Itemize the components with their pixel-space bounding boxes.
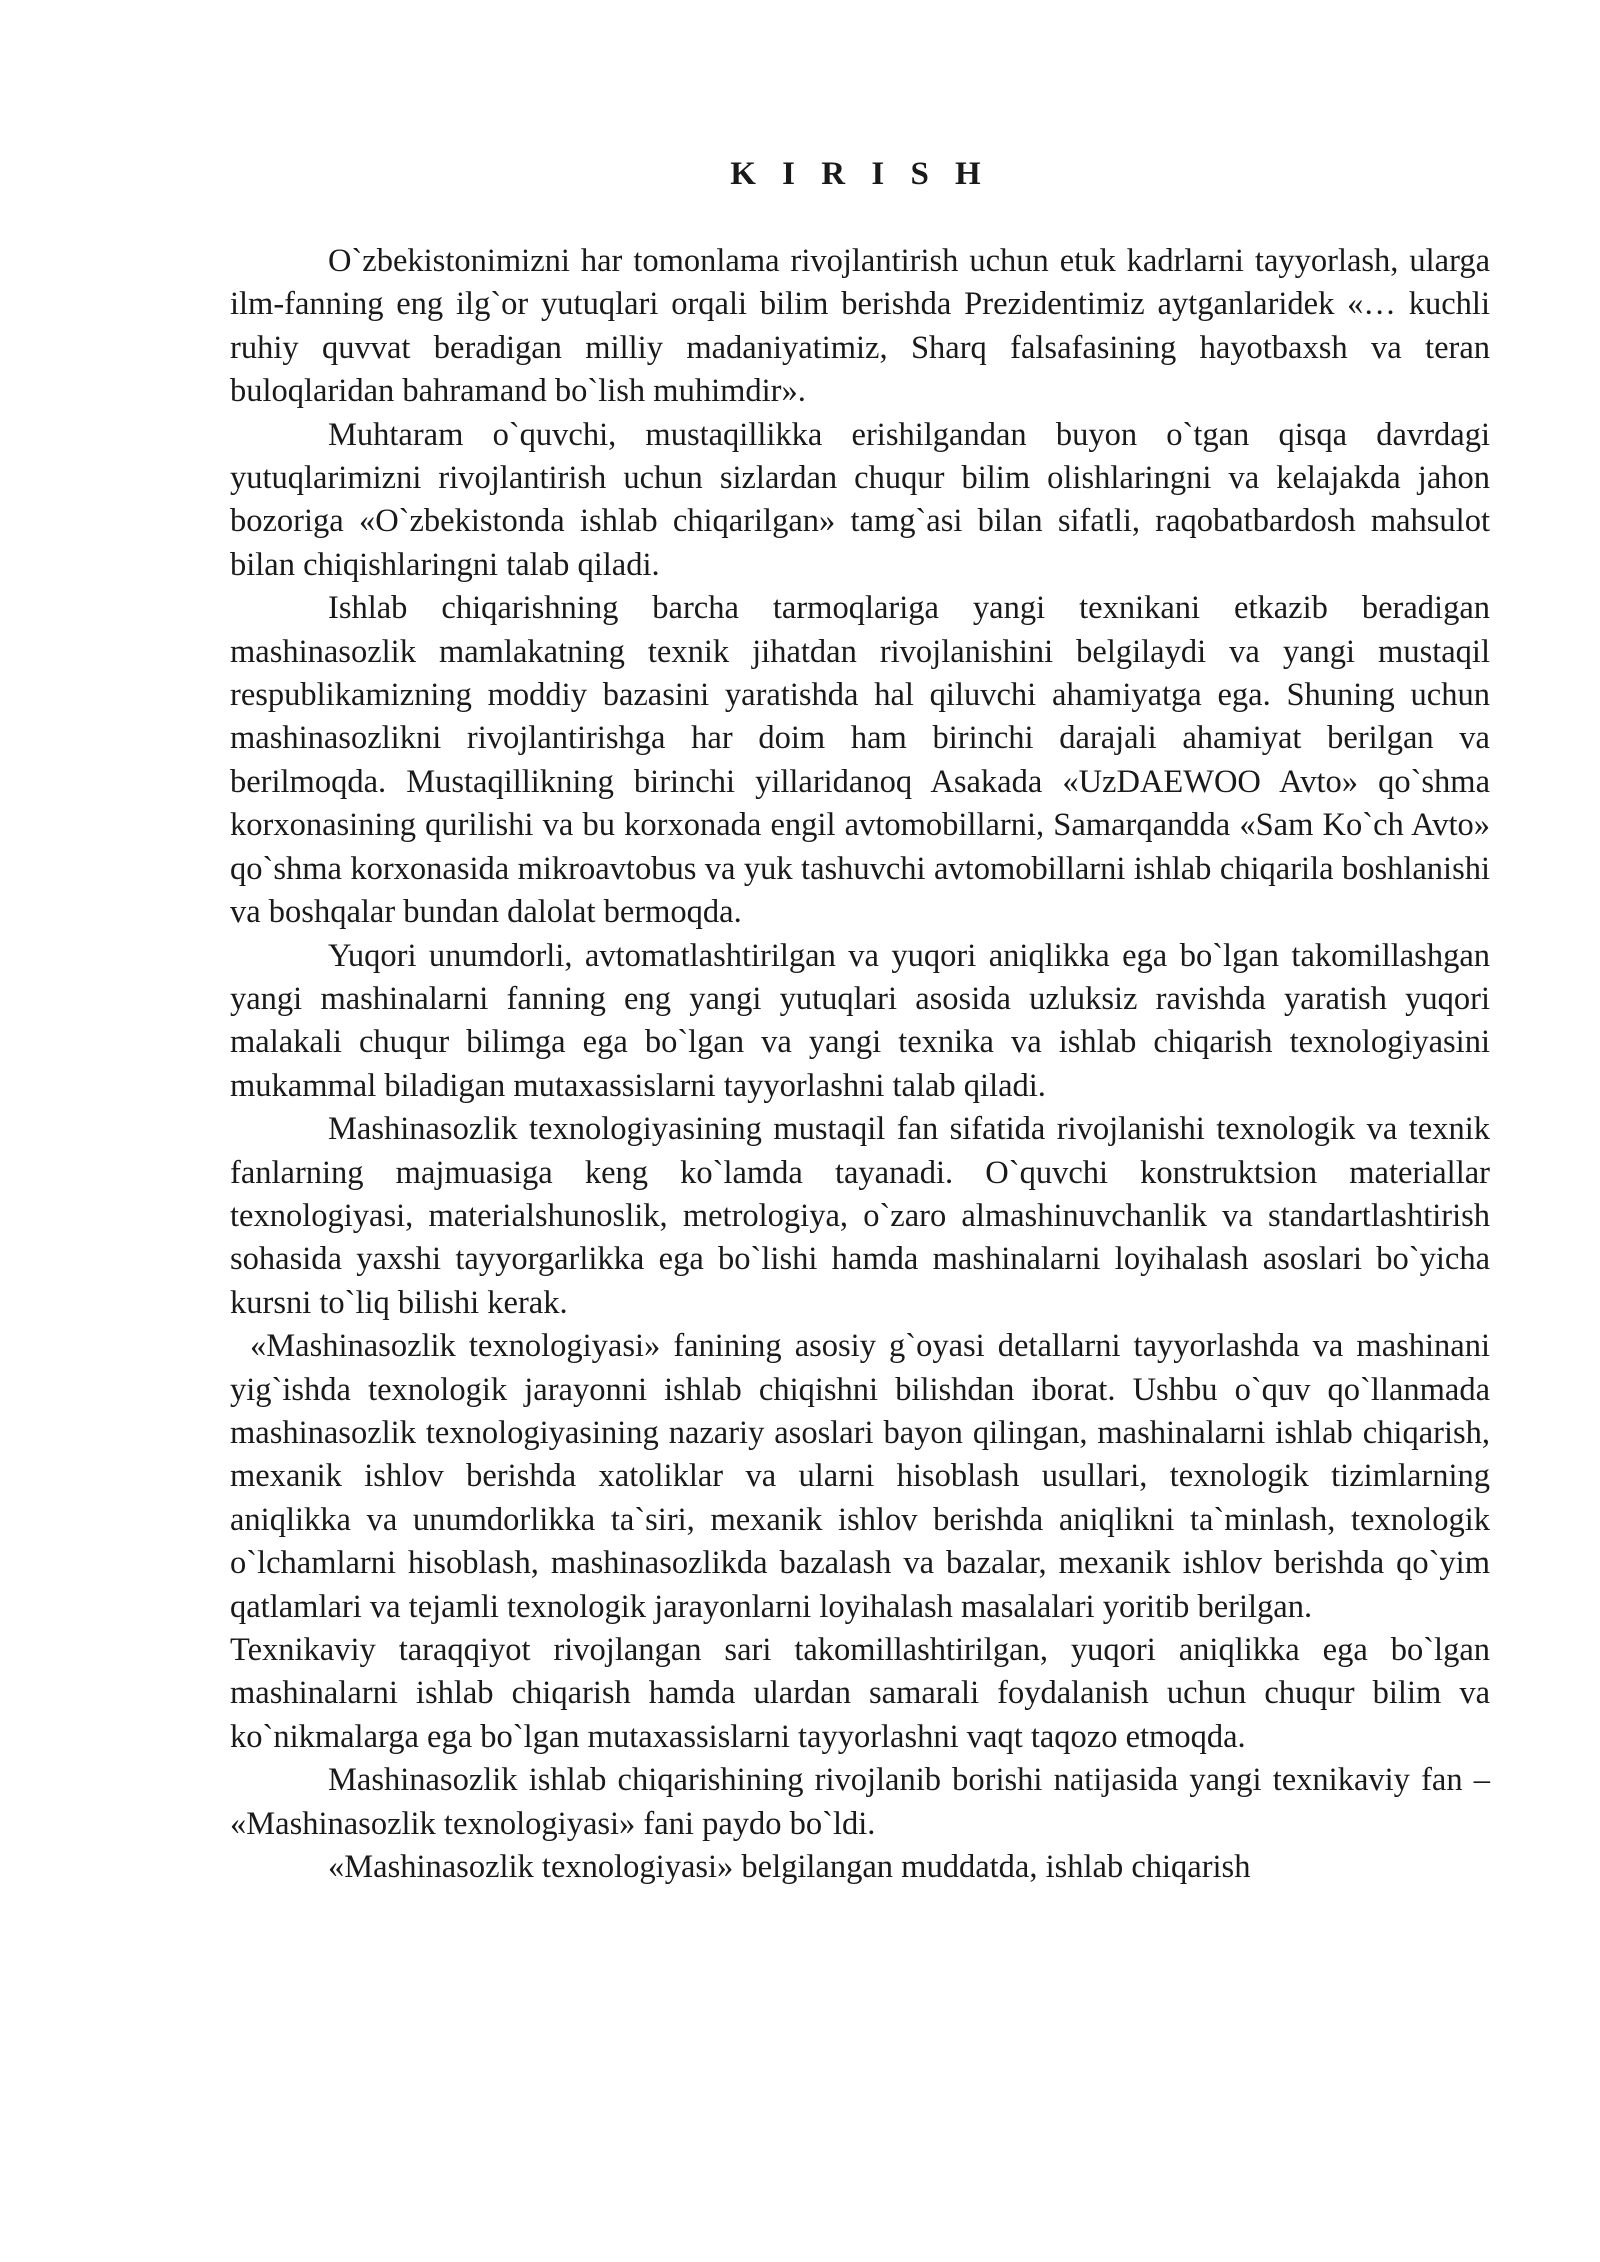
paragraph-1: O`zbekistonimizni har tomonlama rivojlantirish uchun etuk kadrlarni tayyorlash, ularga ilm-fanning eng ilg`or yutuqlari orqali bilim berishda Prezidentimiz aytganlaridek «… kuchli ruhiy quvvat beradigan milliy madaniyatimiz, Sharq falsafasining hayotbaxsh va teran buloqlaridan bahramand bo`lish muhimdir». <box>230 243 1490 410</box>
document-body <box>230 240 1490 1889</box>
paragraph-7: Texnikaviy taraqqiyot rivojlangan sari takomillashtirilgan, yuqori aniqlikka ega bo`lgan mashinalarni ishlab chiqarish hamda ulardan samarali foydalanish uchun chuqur bilim va ko`nikmalarga ega bo`lgan mutaxassislarni tayyorlashni vaqt taqozo etmoqda. <box>230 1632 1490 1755</box>
paragraph-2: Muhtaram o`quvchi, mustaqillikka erishilgandan buyon o`tgan qisqa davrdagi yutuqlarimizni rivojlantirish uchun sizlardan chuqur bilim olishlaringni va kelajakda jahon bozoriga «O`zbekistonda ishlab chiqarilgan» tamg`asi bilan sifatli, raqobatbardosh mahsulot bilan chiqishlaringni talab qiladi. <box>230 416 1490 583</box>
page-title: K I R I S H <box>730 156 990 192</box>
paragraph-3: Ishlab chiqarishning barcha tarmoqlariga yangi texnikani etkazib beradigan mashinasozlik mamlakatning texnik jihatdan rivojlanishini belgilaydi va yangi mustaqil respublikamizning moddiy bazasini yaratishda hal qiluvchi ahamiyatga ega. Shuning uchun mashinasozlikni rivojlantirishga har doim ham birinchi darajali ahamiyat berilgan va berilmoqda. Mustaqillikning birinchi yillaridanoq Asakada «UzDAEWOO Avto» qo`shma korxonasining qurilishi va bu korxonada engil avtomobillarni, Samarqandda «Sam Ko`ch Avto» qo`shma korxonasida mikroavtobus va yuk tashuvchi avtomobillarni ishlab chiqarila boshlanishi va boshqalar bundan dalolat bermoqda. <box>230 590 1490 931</box>
paragraph-8: Mashinasozlik ishlab chiqarishining rivojlanib borishi natijasida yangi texnikaviy fan – «Mashinasozlik texnologiyasi» fani paydo bo`ldi. <box>230 1762 1490 1842</box>
paragraph-6: «Mashinasozlik texnologiyasi» fanining asosiy g`oyasi detallarni tayyorlashda va mashinani yig`ishda texnologik jarayonni ishlab chiqishni bilishdan iborat. Ushbu o`quv qo`llanmada mashinasozlik texnologiyasining nazariy asoslari bayon qilingan, mashinalarni ishlab chiqarish, mexanik ishlov berishda xatoliklar va ularni hisoblash usullari, texnologik tizimlarning aniqlikka va unumdorlikka ta`siri, mexanik ishlov berishda aniqlikni ta`minlash, texnologik o`lchamlarni hisoblash, mashinasozlikda bazalash va bazalar, mexanik ishlov berishda qo`yim qatlamlari va tejamli texnologik jarayonlarni loyihalash masalalari yoritib berilgan. <box>230 1328 1490 1625</box>
paragraph-9: «Mashinasozlik texnologiyasi» belgilangan muddatda, ishlab chiqarish <box>328 1849 1251 1886</box>
paragraph-5: Mashinasozlik texnologiyasining mustaqil fan sifatida rivojlanishi texnologik va texnik fanlarning majmuasiga keng ko`lamda tayanadi. O`quvchi konstruktsion materiallar texnologiyasi, materialshunoslik, metrologiya, o`zaro almashinuvchanlik va standartlashtirish sohasida yaxshi tayyorgarlikka ega bo`lishi hamda mashinalarni loyihalash asoslari bo`yicha kursni to`liq bilishi kerak. <box>230 1111 1490 1321</box>
paragraph-4: Yuqori unumdorli, avtomatlashtirilgan va yuqori aniqlikka ega bo`lgan takomillashgan yangi mashinalarni fanning eng yangi yutuqlari asosida uzluksiz ravishda yaratish yuqori malakali chuqur bilimga ega bo`lgan va yangi texnika va ishlab chiqarish texnologiyasini mukammal biladigan mutaxassislarni tayyorlashni talab qiladi. <box>230 937 1490 1104</box>
